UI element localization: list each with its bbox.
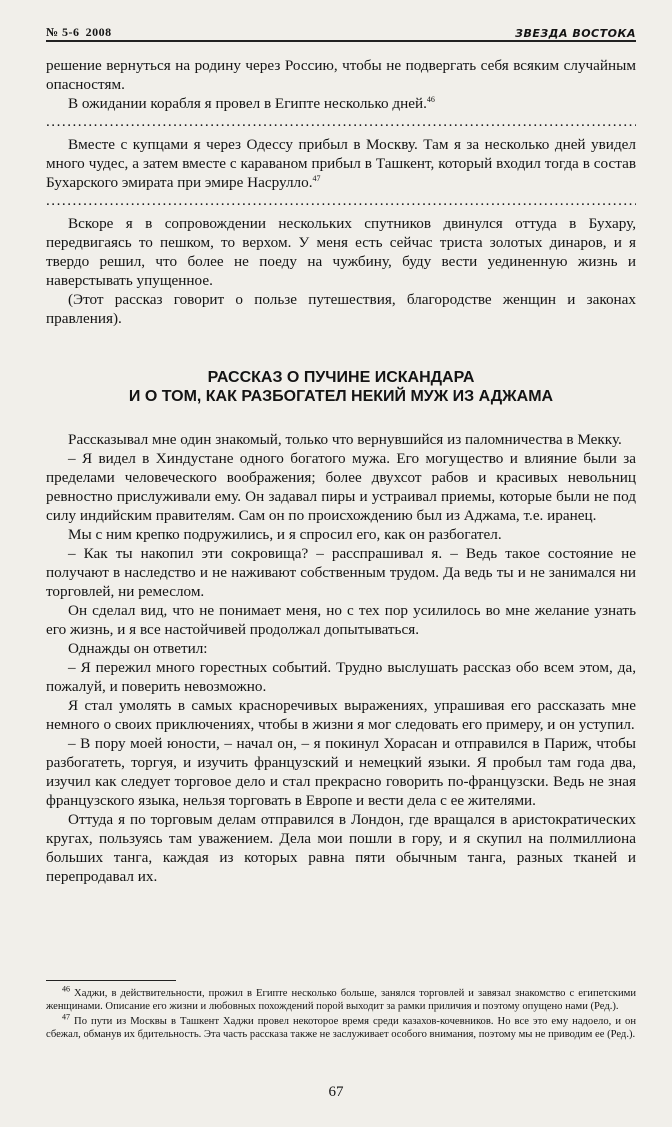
paragraph: – Я видел в Хиндустане одного богатого мужа. Его могущество и влияние были за пределами человеческого воображения; более двухсот рабов и красивых невольниц ревностно прислуживали ему. Он задавал пиры и устраивал приемы, которые были не под силу индийским правителям. Сам он по происхождению был из Аджама, т.е. иранец. bbox=[46, 450, 636, 524]
paragraph: Рассказывал мне один знакомый, только что вернувшийся из паломничества в Мекку. bbox=[68, 431, 622, 448]
footnote bbox=[46, 984, 636, 1013]
paragraph: Он сделал вид, что не понимает меня, но с тех пор усилилось во мне желание узнать его жизнь, и я все настойчивей продолжал допытываться. bbox=[46, 602, 636, 638]
story-title bbox=[46, 368, 636, 406]
issue-number: № 5-6 bbox=[46, 25, 80, 39]
paragraph: решение вернуться на родину через Россию, чтобы не подвергать себя всяким случайным опасностям. bbox=[46, 57, 636, 93]
issue-year: 2008 bbox=[85, 25, 112, 39]
footnote-number: 47 bbox=[62, 1012, 70, 1022]
footnote-number: 46 bbox=[62, 984, 70, 994]
footnote-ref: 46 bbox=[426, 94, 435, 104]
paragraph bbox=[46, 94, 636, 113]
issue-info bbox=[46, 25, 118, 40]
ellipsis-divider bbox=[46, 194, 636, 211]
paragraph-text: Вместе с купцами я через Одессу прибыл в Москву. Там я за несколько дней увидел много чудес, а затем вместе с караваном прибыл в Ташкент, который входил тогда в состав Бухарского эмирата при эмире Насрулло. bbox=[46, 136, 636, 191]
footnote-ref: 47 bbox=[312, 173, 321, 183]
story-title-line: И О ТОМ, КАК РАЗБОГАТЕЛ НЕКИЙ МУЖ ИЗ АДЖАМА bbox=[128, 388, 554, 405]
story-title-line: РАССКАЗ О ПУЧИНЕ ИСКАНДАРА bbox=[207, 369, 475, 386]
paragraph: (Этот рассказ говорит о пользе путешествия, благородстве женщин и законах правления). bbox=[46, 291, 636, 327]
paragraph: – Как ты накопил эти сокровища? – расспрашивал я. – Ведь такое состояние не получают в наследство и не наживают собственным трудом. Да ведь ты и не занимался ни торговлей, ни ремеслом. bbox=[46, 545, 636, 600]
paragraph bbox=[46, 135, 636, 192]
paragraph: – Я пережил много горестных событий. Трудно выслушать рассказ обо всем этом, да, пожалуй, и поверить невозможно. bbox=[46, 659, 636, 695]
paragraph: Мы с ним крепко подружились, и я спросил его, как он разбогател. bbox=[68, 526, 502, 543]
ellipsis-divider bbox=[46, 115, 636, 132]
footnote bbox=[46, 1012, 636, 1041]
paragraph: Я стал умолять в самых красноречивых выражениях, упрашивая его рассказать мне немного о своих приключениях, чтобы в жизни я мог следовать его примеру, и он уступил. bbox=[46, 697, 636, 733]
footnotes bbox=[46, 980, 636, 1043]
paragraph: Вскоре я в сопровождении нескольких спутников двинулся оттуда в Бухару, передвигаясь то пешком, то верхом. У меня есть сейчас триста золотых динаров, и я твердо решил, что более не поеду на чужбину, буду вести уединенную жизнь и наверстывать упущенное. bbox=[46, 215, 636, 289]
footnote-text: По пути из Москвы в Ташкент Хаджи провел некоторое время среди казахов-кочевников. Но все это ему надоело, и он сбежал, обманув их бдительность. Эта часть рассказа также не заслуживает особого внимания, поэтому мы не приводим ее (Ред.). bbox=[46, 1016, 636, 1040]
magazine-title: ЗВЕЗДА ВОСТОКА bbox=[515, 27, 636, 40]
paragraph: Оттуда я по торговым делам отправился в Лондон, где вращался в аристократических кругах, пользуясь там уважением. Дела мои пошли в гору, и я скупил на полмиллиона больших танга, каждая из которых равна пяти обычным танга, разных тканей и перепродавал их. bbox=[46, 811, 636, 885]
page-number: 67 bbox=[328, 1084, 344, 1100]
paragraph-text: В ожидании корабля я провел в Египте несколько дней. bbox=[68, 95, 427, 112]
footnote-rule bbox=[46, 980, 176, 981]
paragraph: Однажды он ответил: bbox=[68, 640, 208, 657]
running-header bbox=[46, 18, 636, 42]
paragraph: – В пору моей юности, – начал он, – я покинул Хорасан и отправился в Париж, чтобы разбогатеть, торгуя, и изучить французский и немецкий языки. Я пробыл там года два, изучил как следует торговое дело и стал прекрасно говорить по-французски. Ведь не зная французского языка, нельзя торговать в Европе и вести дела с ее жителями. bbox=[46, 735, 636, 809]
article-body bbox=[46, 56, 636, 886]
footnote-text: Хаджи, в действительности, прожил в Египте несколько больше, занялся торговлей и завязал знакомство с египетскими женщинами. Описание его жизни и любовных похождений порой выходит за рамки приличия и поэтому опущено нами (Ред.). bbox=[46, 988, 636, 1012]
